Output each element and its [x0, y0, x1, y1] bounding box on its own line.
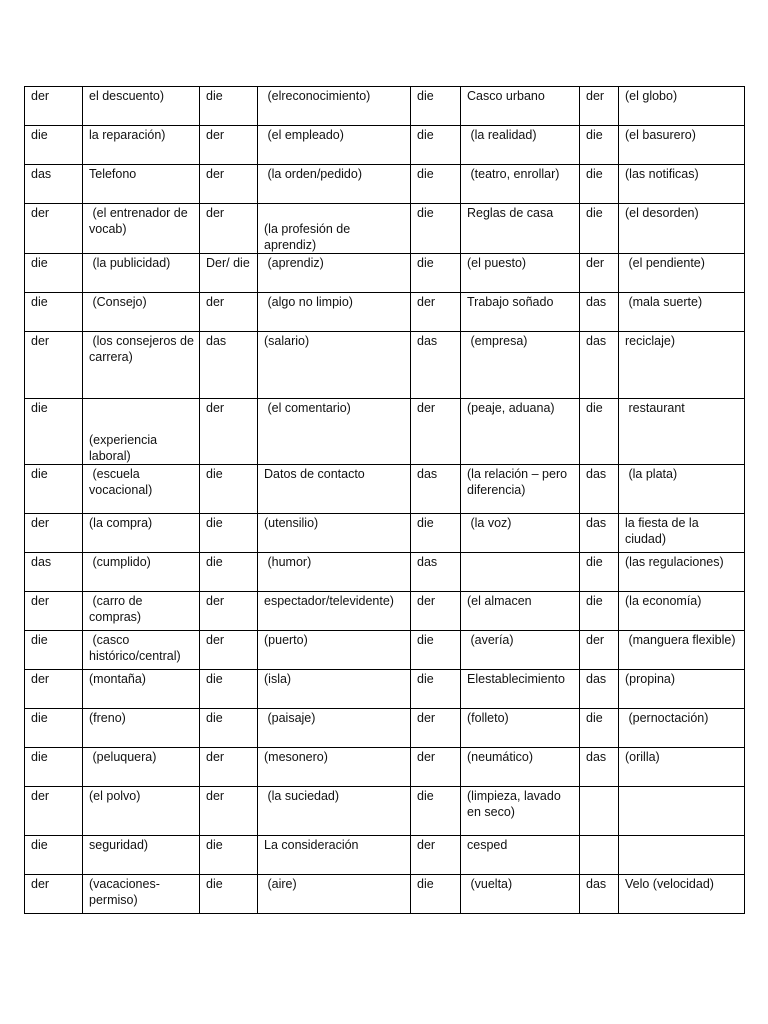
meaning-cell: (las regulaciones)	[619, 553, 745, 592]
table-row	[25, 87, 745, 126]
article-cell	[580, 787, 619, 836]
article-cell: der	[25, 670, 83, 709]
meaning-cell: (escuela vocacional)	[83, 465, 200, 514]
article-cell: die	[200, 875, 258, 914]
meaning-cell: La consideración	[258, 836, 411, 875]
vocabulary-table-body	[25, 87, 745, 914]
article-cell: Der/ die	[200, 254, 258, 293]
article-cell: die	[25, 399, 83, 465]
meaning-cell: (avería)	[461, 631, 580, 670]
meaning-cell: (freno)	[83, 709, 200, 748]
meaning-cell: (carro de compras)	[83, 592, 200, 631]
article-cell: die	[25, 631, 83, 670]
article-cell: der	[580, 631, 619, 670]
article-cell: das	[25, 553, 83, 592]
article-cell: die	[411, 254, 461, 293]
meaning-cell: (el polvo)	[83, 787, 200, 836]
table-row	[25, 514, 745, 553]
article-cell: das	[580, 875, 619, 914]
article-cell: das	[580, 332, 619, 399]
meaning-cell: (orilla)	[619, 748, 745, 787]
article-cell: die	[200, 465, 258, 514]
article-cell: die	[411, 670, 461, 709]
meaning-cell: (el almacen	[461, 592, 580, 631]
article-cell: das	[411, 465, 461, 514]
article-cell: die	[411, 875, 461, 914]
meaning-cell: (el desorden)	[619, 204, 745, 254]
article-cell: die	[411, 126, 461, 165]
meaning-cell: (la economía)	[619, 592, 745, 631]
meaning-cell: el descuento)	[83, 87, 200, 126]
table-row	[25, 631, 745, 670]
meaning-cell: (puerto)	[258, 631, 411, 670]
table-row	[25, 254, 745, 293]
article-cell: die	[411, 514, 461, 553]
meaning-cell: cesped	[461, 836, 580, 875]
meaning-cell: (limpieza, lavado en seco)	[461, 787, 580, 836]
article-cell: der	[25, 87, 83, 126]
meaning-cell: (cumplido)	[83, 553, 200, 592]
article-cell: der	[411, 709, 461, 748]
article-cell: der	[411, 836, 461, 875]
meaning-cell: (vacaciones-permiso)	[83, 875, 200, 914]
article-cell: der	[580, 87, 619, 126]
article-cell: das	[580, 465, 619, 514]
meaning-cell: (mala suerte)	[619, 293, 745, 332]
article-cell: die	[580, 399, 619, 465]
table-row	[25, 293, 745, 332]
meaning-cell: Velo (velocidad)	[619, 875, 745, 914]
meaning-cell: la reparación)	[83, 126, 200, 165]
meaning-cell: Casco urbano	[461, 87, 580, 126]
meaning-cell: (manguera flexible)	[619, 631, 745, 670]
meaning-cell	[461, 553, 580, 592]
meaning-cell: (la orden/pedido)	[258, 165, 411, 204]
article-cell: der	[411, 399, 461, 465]
meaning-cell: (el pendiente)	[619, 254, 745, 293]
meaning-cell: (paisaje)	[258, 709, 411, 748]
meaning-cell: restaurant	[619, 399, 745, 465]
article-cell: der	[200, 399, 258, 465]
meaning-cell: la fiesta de la ciudad)	[619, 514, 745, 553]
article-cell: der	[25, 787, 83, 836]
article-cell: die	[25, 709, 83, 748]
article-cell: der	[25, 204, 83, 254]
article-cell: die	[200, 553, 258, 592]
table-row	[25, 465, 745, 514]
vocabulary-table	[24, 86, 745, 914]
article-cell: die	[200, 836, 258, 875]
meaning-cell: (mesonero)	[258, 748, 411, 787]
meaning-cell: (el globo)	[619, 87, 745, 126]
article-cell: die	[25, 254, 83, 293]
article-cell: die	[25, 748, 83, 787]
meaning-cell: reciclaje)	[619, 332, 745, 399]
meaning-cell: Datos de contacto	[258, 465, 411, 514]
table-row	[25, 592, 745, 631]
table-row	[25, 670, 745, 709]
article-cell: der	[200, 748, 258, 787]
meaning-cell: (el entrenador de vocab)	[83, 204, 200, 254]
article-cell: das	[580, 293, 619, 332]
article-cell: das	[580, 670, 619, 709]
meaning-cell: (los consejeros de carrera)	[83, 332, 200, 399]
meaning-cell: (la compra)	[83, 514, 200, 553]
meaning-cell: Trabajo soñado	[461, 293, 580, 332]
meaning-cell: Reglas de casa	[461, 204, 580, 254]
meaning-cell: (peaje, aduana)	[461, 399, 580, 465]
meaning-cell: (la voz)	[461, 514, 580, 553]
meaning-cell: (la relación – pero diferencia)	[461, 465, 580, 514]
article-cell: das	[411, 332, 461, 399]
article-cell: der	[25, 514, 83, 553]
meaning-cell: (isla)	[258, 670, 411, 709]
meaning-cell: (folleto)	[461, 709, 580, 748]
article-cell: der	[200, 787, 258, 836]
article-cell: die	[580, 553, 619, 592]
table-row	[25, 787, 745, 836]
table-row	[25, 126, 745, 165]
meaning-cell: (humor)	[258, 553, 411, 592]
meaning-cell	[619, 836, 745, 875]
meaning-cell: (empresa)	[461, 332, 580, 399]
article-cell: die	[580, 204, 619, 254]
table-row	[25, 836, 745, 875]
article-cell: der	[25, 592, 83, 631]
article-cell: die	[25, 465, 83, 514]
article-cell: der	[200, 165, 258, 204]
table-row	[25, 709, 745, 748]
article-cell: die	[580, 126, 619, 165]
article-cell: die	[200, 670, 258, 709]
table-row	[25, 399, 745, 465]
meaning-cell: (la realidad)	[461, 126, 580, 165]
article-cell: das	[580, 514, 619, 553]
meaning-cell: (la publicidad)	[83, 254, 200, 293]
meaning-cell: (la profesión de aprendiz)	[258, 204, 411, 254]
meaning-cell: (el puesto)	[461, 254, 580, 293]
table-row	[25, 165, 745, 204]
table-row	[25, 553, 745, 592]
article-cell: die	[25, 836, 83, 875]
article-cell: die	[25, 293, 83, 332]
article-cell: der	[411, 592, 461, 631]
article-cell: die	[580, 709, 619, 748]
meaning-cell: (experiencia laboral)	[83, 399, 200, 465]
article-cell: die	[580, 165, 619, 204]
meaning-cell: (la plata)	[619, 465, 745, 514]
article-cell: die	[200, 87, 258, 126]
article-cell: der	[580, 254, 619, 293]
article-cell: der	[200, 592, 258, 631]
meaning-cell: (elreconocimiento)	[258, 87, 411, 126]
article-cell: der	[411, 293, 461, 332]
article-cell: die	[200, 514, 258, 553]
article-cell: die	[200, 709, 258, 748]
meaning-cell: (montaña)	[83, 670, 200, 709]
article-cell: das	[25, 165, 83, 204]
article-cell: der	[200, 631, 258, 670]
table-row	[25, 748, 745, 787]
meaning-cell: (salario)	[258, 332, 411, 399]
meaning-cell: (el empleado)	[258, 126, 411, 165]
article-cell: die	[411, 204, 461, 254]
meaning-cell: Elestablecimiento	[461, 670, 580, 709]
article-cell: der	[25, 875, 83, 914]
meaning-cell: (vuelta)	[461, 875, 580, 914]
article-cell: der	[200, 204, 258, 254]
meaning-cell: (propina)	[619, 670, 745, 709]
article-cell: das	[580, 748, 619, 787]
table-row	[25, 332, 745, 399]
article-cell: die	[411, 631, 461, 670]
meaning-cell	[619, 787, 745, 836]
meaning-cell: (utensilio)	[258, 514, 411, 553]
article-cell	[580, 836, 619, 875]
meaning-cell: (algo no limpio)	[258, 293, 411, 332]
meaning-cell: (el comentario)	[258, 399, 411, 465]
article-cell: die	[411, 87, 461, 126]
meaning-cell: (neumático)	[461, 748, 580, 787]
meaning-cell: (las notificas)	[619, 165, 745, 204]
article-cell: der	[411, 748, 461, 787]
meaning-cell: seguridad)	[83, 836, 200, 875]
meaning-cell: (aprendiz)	[258, 254, 411, 293]
meaning-cell: (Consejo)	[83, 293, 200, 332]
meaning-cell: (el basurero)	[619, 126, 745, 165]
article-cell: die	[411, 787, 461, 836]
article-cell: die	[25, 126, 83, 165]
meaning-cell: (pernoctación)	[619, 709, 745, 748]
article-cell: die	[411, 165, 461, 204]
meaning-cell: Telefono	[83, 165, 200, 204]
meaning-cell: (aire)	[258, 875, 411, 914]
meaning-cell: (la suciedad)	[258, 787, 411, 836]
article-cell: der	[200, 293, 258, 332]
meaning-cell: (teatro, enrollar)	[461, 165, 580, 204]
table-row	[25, 875, 745, 914]
article-cell: der	[200, 126, 258, 165]
meaning-cell: (casco histórico/central)	[83, 631, 200, 670]
article-cell: das	[200, 332, 258, 399]
meaning-cell: espectador/televidente)	[258, 592, 411, 631]
meaning-cell: (peluquera)	[83, 748, 200, 787]
table-row	[25, 204, 745, 254]
article-cell: die	[580, 592, 619, 631]
article-cell: der	[25, 332, 83, 399]
article-cell: das	[411, 553, 461, 592]
